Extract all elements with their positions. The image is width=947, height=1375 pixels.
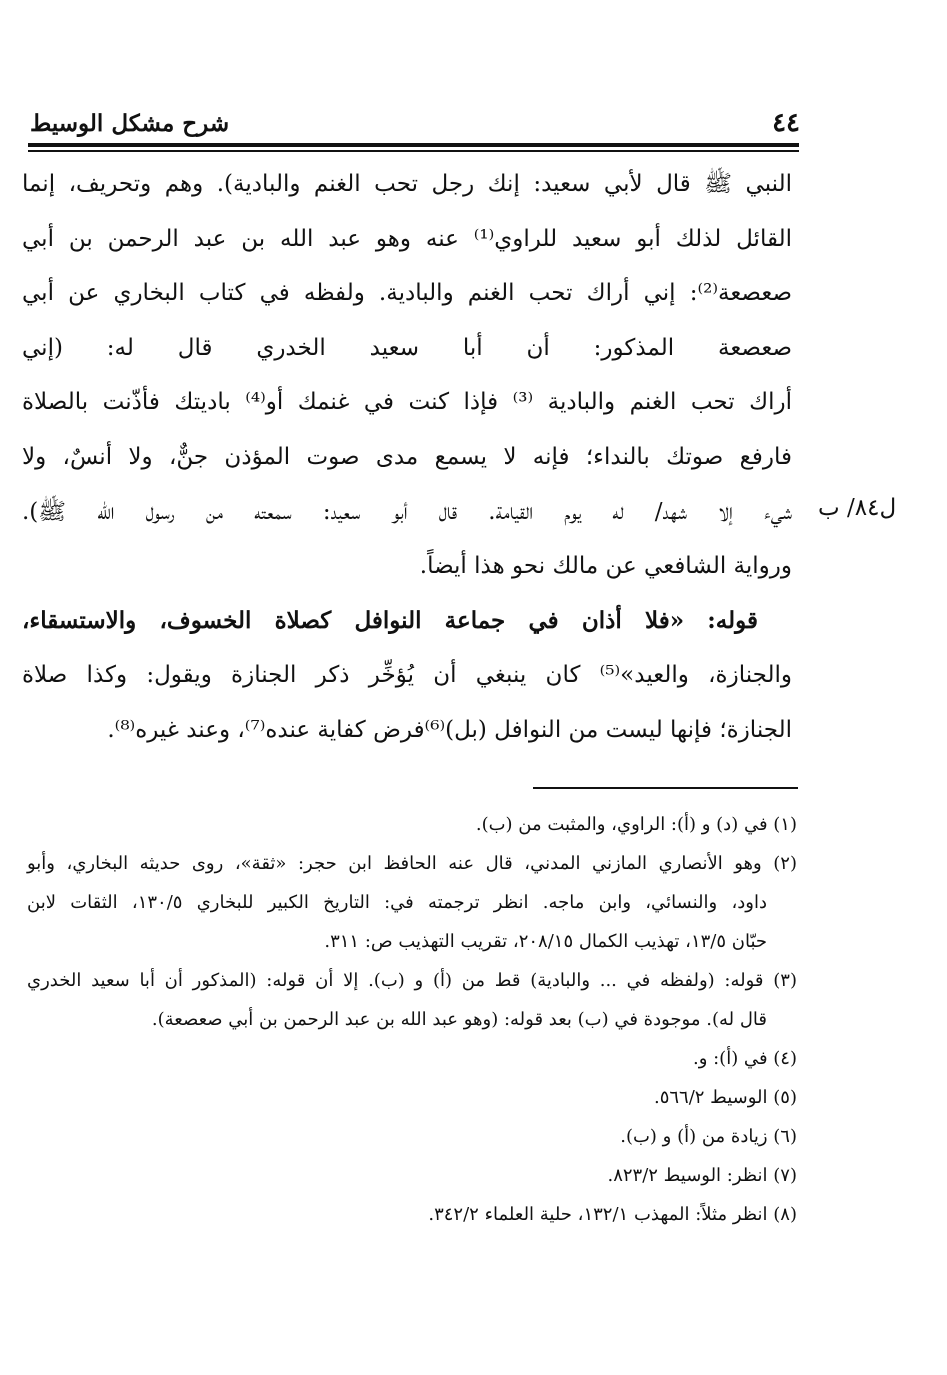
text-line: أراك تحب الغنم والبادية ⁽³⁾ فإذا كنت في غنمك أو⁽⁴⁾ باديتك فأذّنت بالصلاة	[22, 389, 792, 416]
footnote-6: (٦) زيادة من (أ) و (ب).	[620, 1126, 797, 1147]
footnote-separator	[533, 787, 798, 789]
header-rule-thin	[28, 150, 799, 152]
text-line: النبي ﷺ قال لأبي سعيد: إنك رجل تحب الغنم والبادية). وهم وتحريف، إنما	[22, 171, 792, 197]
footnote-3: (٣) قوله: (ولفظه في ... والبادية) قط من (أ) و (ب). إلا أن قوله: (المذكور أن أبا سعيد الخدري	[27, 970, 797, 991]
footnote-8: (٨) انظر مثلاً: المهذب ١٣٢/١، حلية العلماء ٣٤٢/٢.	[428, 1204, 797, 1225]
main-text	[22, 157, 792, 758]
quoted-passage-line: قوله: «فلا أذان في جماعة النوافل كصلاة الخسوف، والاستسقاء،	[22, 606, 758, 634]
footnote-1: (١) في (د) و (أ): الراوي، والمثبت من (ب).	[475, 814, 797, 835]
running-title: شرح مشكل الوسيط	[30, 110, 230, 137]
footnote-5: (٥) الوسيط ٥٦٦/٢.	[653, 1087, 797, 1108]
footnote-2: (٢) وهو الأنصاري المازني المدني، قال عنه الحافظ ابن حجر: «ثقة»، روى حديثه البخاري، وأبو	[27, 853, 797, 874]
text-line: صعصعة⁽²⁾: إني أراك تحب الغنم والبادية. ولفظه في كتاب البخاري عن أبي	[22, 280, 792, 307]
page-number: ٤٤	[772, 108, 800, 138]
footnote-2-cont: داود، والنسائي، وابن ماجه. انظر ترجمته في: التاريخ الكبير للبخاري ١٣٠/٥، الثقات لابن	[27, 892, 767, 913]
footnote-3-cont: قال له). موجودة في (ب) بعد قوله: (وهو عبد الله بن عبد الرحمن بن أبي صعصعة).	[151, 1009, 767, 1030]
footnote-4: (٤) في (أ): و.	[692, 1048, 797, 1069]
footnote-7: (٧) انظر: الوسيط ٨٢٣/٢.	[607, 1165, 797, 1186]
page-header	[30, 108, 800, 144]
manuscript-folio-marker: ل٨٤/ ب	[818, 495, 897, 521]
footnote-2-cont: حبّان ١٣/٥، تهذيب الكمال ٢٠٨/١٥، تقريب التهذيب ص: ٣١١.	[324, 931, 767, 952]
text-line: شيء إلا شهد/ له يوم القيامة. قال أبو سعيد: سمعته من رسول الله ﷺ).	[22, 498, 792, 525]
text-line: القائل لذلك أبو سعيد للراوي⁽¹⁾ عنه وهو عبد الله بن عبد الرحمن بن أبي	[22, 225, 792, 252]
text-line: صعصعة المذكور: أن أبا سعيد الخدري قال له: (إني	[22, 334, 792, 361]
text-line: ورواية الشافعي عن مالك نحو هذا أيضاً.	[419, 553, 792, 580]
text-line: فارفع صوتك بالنداء؛ فإنه لا يسمع مدى صوت المؤذن جنٌّ، ولا أنسٌ، ولا	[22, 443, 792, 470]
text-line: والجنازة، والعيد»⁽⁵⁾ كان ينبغي أن يُؤخِّر ذكر الجنازة ويقول: وكذا صلاة	[22, 662, 792, 689]
footnotes	[27, 805, 797, 1234]
header-rule-thick	[28, 143, 799, 147]
text-line: الجنازة؛ فإنها ليست من النوافل (بل)⁽⁶⁾فرض كفاية عنده⁽⁷⁾، وعند غيره⁽⁸⁾.	[107, 716, 792, 743]
